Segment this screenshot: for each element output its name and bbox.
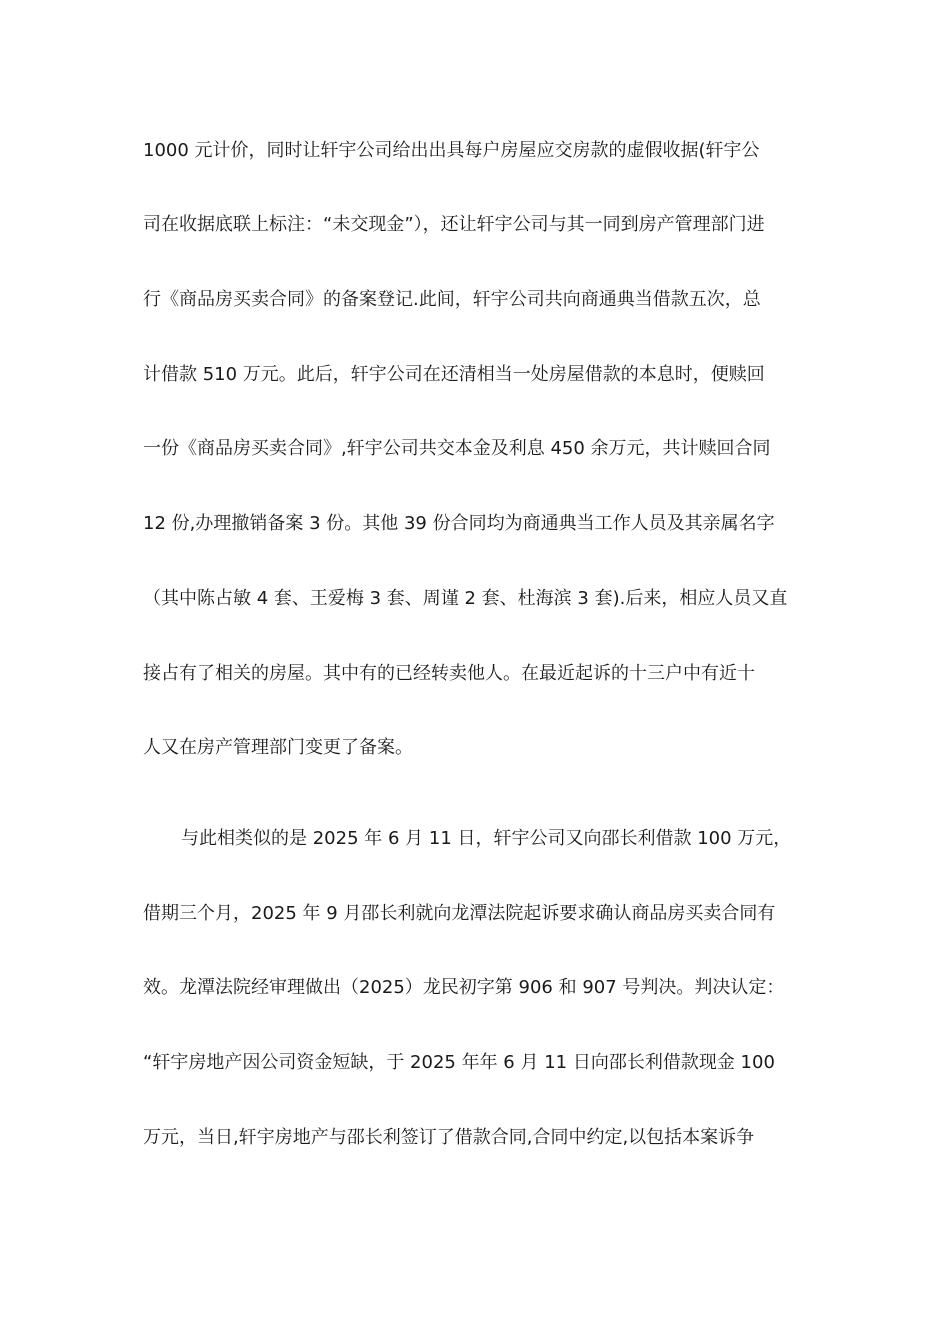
text-line: “轩宇房地产因公司资金短缺，于 2025 年年 6 月 11 日向邵长利借款现金 100 [143,1052,775,1073]
text-line: 司在收据底联上标注：“未交现金”），还让轩宇公司与其一同到房产管理部门进 [143,214,765,235]
text-line: 万元，当日,轩宇房地产与邵长利签订了借款合同,合同中约定,以包括本案诉争 [143,1127,755,1148]
text-line: 一份《商品房买卖合同》,轩宇公司共交本金及利息 450 余万元，共计赎回合同 [143,438,771,459]
text-line: 12 份,办理撤销备案 3 份。其他 39 份合同均为商通典当工作人员及其亲属名字 [143,513,775,534]
text-line: 行《商品房买卖合同》的备案登记.此间，轩宇公司共向商通典当借款五次，总 [143,289,761,310]
paragraph-first-line: 与此相类似的是 2025 年 6 月 11 日，轩宇公司又向邵长利借款 100 万元， [181,828,792,849]
text-line: （其中陈占敏 4 套、王爱梅 3 套、周谨 2 套、杜海滨 3 套).后来，相应人员又直 [143,588,788,609]
text-line: 1000 元计价，同时让轩宇公司给出出具每户房屋应交房款的虚假收据(轩宇公 [143,140,760,161]
text-line: 计借款 510 万元。此后，轩宇公司在还清相当一处房屋借款的本息时，便赎回 [143,364,765,385]
text-line: 效。龙潭法院经审理做出（2025）龙民初字第 906 和 907 号判决。判决认定： [143,977,785,998]
text-line: 借期三个月，2025 年 9 月邵长利就向龙潭法院起诉要求确认商品房买卖合同有 [143,903,776,924]
text-line: 接占有了相关的房屋。其中有的已经转卖他人。在最近起诉的十三户中有近十 [143,663,755,684]
text-line: 人又在房产管理部门变更了备案。 [143,737,413,758]
